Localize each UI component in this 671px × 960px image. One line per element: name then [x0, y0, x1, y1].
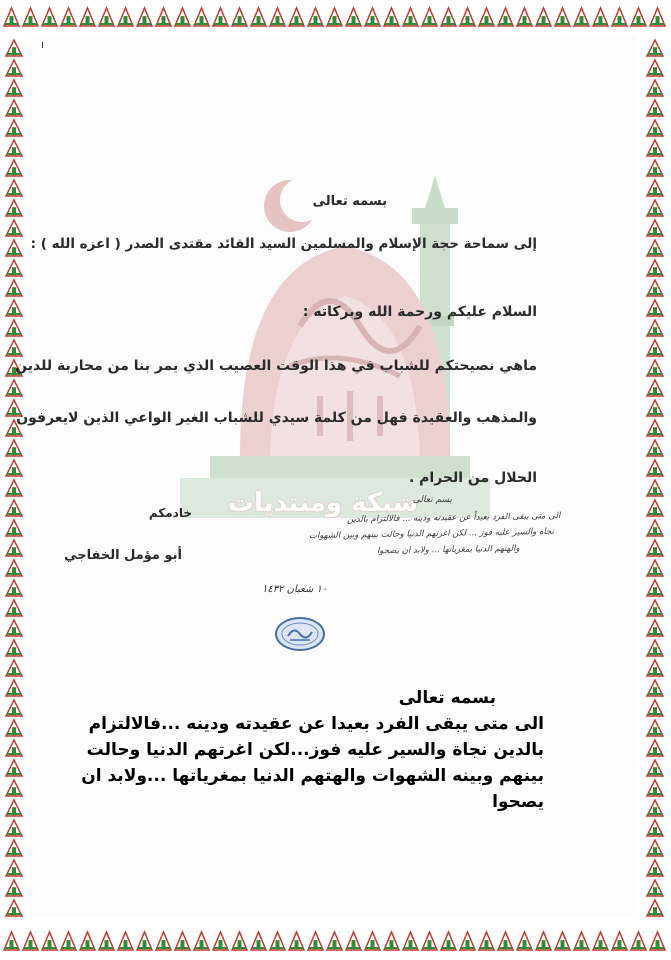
border-motif: [460, 8, 475, 26]
border-motif: [647, 320, 663, 336]
border-motif: [156, 8, 171, 26]
letter-greeting: السلام عليكم ورحمة الله وبركاته :: [302, 304, 537, 320]
border-motif: [403, 932, 418, 950]
border-motif: [213, 932, 228, 950]
border-motif: [6, 460, 22, 476]
border-motif: [647, 360, 663, 376]
border-motif: [327, 932, 342, 950]
border-motif: [647, 640, 663, 656]
border-motif: [194, 932, 209, 950]
border-motif: [346, 932, 361, 950]
border-motif: [517, 8, 532, 26]
border-motif: [650, 932, 665, 950]
border-motif: [6, 380, 22, 396]
border-motif: [555, 932, 570, 950]
border-motif: [6, 260, 22, 276]
border-motif: [647, 60, 663, 76]
border-motif: [6, 700, 22, 716]
border-motif: [6, 640, 22, 656]
decorative-border-bottom: [0, 918, 671, 960]
border-motif: [647, 700, 663, 716]
border-motif: [574, 8, 589, 26]
border-motif: [647, 140, 663, 156]
border-motif: [23, 932, 38, 950]
signature-name: أبو مؤمل الخفاجي: [64, 548, 182, 563]
border-motif: [647, 200, 663, 216]
signature-title: خادمكم: [148, 506, 192, 520]
border-motif: [270, 932, 285, 950]
border-motif: [647, 460, 663, 476]
border-motif: [6, 880, 22, 896]
border-motif: [647, 780, 663, 796]
border-motif: [175, 8, 190, 26]
border-motif: [647, 660, 663, 676]
border-motif: [498, 932, 513, 950]
border-motif: [422, 8, 437, 26]
border-motif: [4, 932, 19, 950]
border-motif: [6, 180, 22, 196]
border-motif: [612, 8, 627, 26]
border-motif: [6, 900, 22, 916]
border-motif: [6, 320, 22, 336]
letter-question-line: ماهي نصيحتكم للشباب في هذا الوقت العصيب الذي يمر بنا من محاربة للدين: [15, 358, 537, 374]
border-motif: [593, 8, 608, 26]
border-motif: [6, 820, 22, 836]
border-motif: [251, 932, 266, 950]
border-motif: [647, 300, 663, 316]
border-motif: [647, 400, 663, 416]
border-motif: [232, 8, 247, 26]
letter-basmala: بسمه تعالى: [312, 194, 387, 209]
border-motif: [647, 380, 663, 396]
border-motif: [6, 280, 22, 296]
border-motif: [647, 900, 663, 916]
border-motif: [289, 8, 304, 26]
border-motif: [647, 760, 663, 776]
border-motif: [6, 560, 22, 576]
border-motif: [498, 8, 513, 26]
border-motif: [6, 740, 22, 756]
border-motif: [6, 580, 22, 596]
typed-reply-line: الى متى يبقى الفرد بعيدا عن عقيدته ودينه ...فالالتزام: [88, 714, 544, 734]
border-motif: [631, 8, 646, 26]
border-motif: [647, 220, 663, 236]
border-motif: [6, 60, 22, 76]
office-stamp: [274, 616, 326, 652]
border-motif: [574, 932, 589, 950]
border-motif: [647, 820, 663, 836]
border-motif: [647, 280, 663, 296]
border-motif: [23, 8, 38, 26]
decorative-border-left: [0, 36, 30, 918]
letter-page: [15, 36, 637, 918]
border-motif: [289, 932, 304, 950]
border-motif: [647, 620, 663, 636]
border-motif: [6, 160, 22, 176]
border-motif: [647, 540, 663, 556]
border-motif: [6, 860, 22, 876]
handwritten-basmala: بسم تعالى: [412, 495, 452, 505]
border-motif: [80, 932, 95, 950]
typed-reply-line: بسمه تعالى: [398, 688, 496, 708]
border-motif: [536, 8, 551, 26]
border-motif: [647, 880, 663, 896]
border-motif: [384, 932, 399, 950]
border-motif: [308, 8, 323, 26]
border-motif: [647, 800, 663, 816]
border-motif: [647, 600, 663, 616]
border-motif: [346, 8, 361, 26]
border-motif: [647, 120, 663, 136]
border-motif: [384, 8, 399, 26]
border-motif: [647, 240, 663, 256]
border-motif: [647, 80, 663, 96]
border-motif: [536, 932, 551, 950]
border-motif: [156, 932, 171, 950]
border-motif: [479, 932, 494, 950]
typed-reply-line: بينهم وبينه الشهوات والهتهم الدنيا بمغرياتها ...ولابد ان: [81, 766, 544, 786]
border-motif: [6, 220, 22, 236]
border-motif: [6, 120, 22, 136]
handwritten-date: ١٠ شعبان ١٤٣٢: [262, 584, 328, 595]
border-motif: [441, 932, 456, 950]
border-motif: [308, 932, 323, 950]
border-motif: [61, 8, 76, 26]
border-motif: [99, 932, 114, 950]
border-motif: [647, 520, 663, 536]
border-motif: [42, 932, 57, 950]
border-motif: [441, 8, 456, 26]
border-motif: [365, 932, 380, 950]
border-motif: [6, 620, 22, 636]
border-motif: [118, 932, 133, 950]
border-motif: [175, 932, 190, 950]
typed-reply-line: يصحوا: [492, 792, 544, 812]
border-motif: [647, 40, 663, 56]
border-motif: [6, 80, 22, 96]
decorative-border-top: [0, 0, 671, 36]
border-motif: [647, 500, 663, 516]
border-motif: [6, 600, 22, 616]
border-motif: [479, 8, 494, 26]
border-motif: [6, 680, 22, 696]
border-motif: [194, 8, 209, 26]
border-motif: [647, 340, 663, 356]
border-motif: [647, 720, 663, 736]
border-motif: [647, 160, 663, 176]
border-motif: [4, 8, 19, 26]
border-motif: [631, 932, 646, 950]
border-motif: [213, 8, 228, 26]
border-motif: [6, 240, 22, 256]
border-motif: [6, 540, 22, 556]
border-motif: [6, 140, 22, 156]
border-motif: [99, 8, 114, 26]
border-motif: [647, 480, 663, 496]
border-motif: [6, 200, 22, 216]
border-motif: [80, 8, 95, 26]
letter-address: إلى سماحة حجة الإسلام والمسلمين السيد القائد مقتدى الصدر ( اعزه الله ) :: [30, 236, 537, 252]
border-motif: [6, 340, 22, 356]
border-motif: [647, 100, 663, 116]
border-motif: [6, 40, 22, 56]
border-motif: [137, 8, 152, 26]
margin-mark: [42, 42, 43, 48]
border-motif: [6, 660, 22, 676]
border-motif: [137, 932, 152, 950]
border-motif: [647, 580, 663, 596]
border-motif: [6, 840, 22, 856]
border-motif: [251, 8, 266, 26]
border-motif: [647, 180, 663, 196]
border-motif: [647, 420, 663, 436]
border-motif: [647, 860, 663, 876]
letter-question-line: الحلال من الحرام .: [408, 470, 537, 486]
border-motif: [42, 8, 57, 26]
border-motif: [403, 8, 418, 26]
border-motif: [6, 760, 22, 776]
border-motif: [647, 560, 663, 576]
border-motif: [6, 520, 22, 536]
border-motif: [232, 932, 247, 950]
border-motif: [6, 720, 22, 736]
border-motif: [118, 8, 133, 26]
border-motif: [647, 680, 663, 696]
border-motif: [422, 932, 437, 950]
border-motif: [647, 260, 663, 276]
border-motif: [647, 740, 663, 756]
border-motif: [647, 440, 663, 456]
border-motif: [327, 8, 342, 26]
border-motif: [612, 932, 627, 950]
border-motif: [517, 932, 532, 950]
watermark-text: شبكة ومنتديات: [227, 488, 419, 518]
border-motif: [6, 500, 22, 516]
border-motif: [6, 480, 22, 496]
border-motif: [6, 780, 22, 796]
decorative-border-right: [637, 36, 671, 918]
border-motif: [365, 8, 380, 26]
border-motif: [593, 932, 608, 950]
border-motif: [6, 100, 22, 116]
border-motif: [650, 8, 665, 26]
border-motif: [460, 932, 475, 950]
border-motif: [270, 8, 285, 26]
border-motif: [6, 300, 22, 316]
border-motif: [555, 8, 570, 26]
border-motif: [61, 932, 76, 950]
handwritten-line: والهتهم الدنيا بمغرياتها ... ولابد ان يصحوا: [377, 543, 521, 557]
border-motif: [6, 440, 22, 456]
border-motif: [6, 800, 22, 816]
handwritten-line: الى متى يبقى الفرد بعيداً عن عقيدته ودينه ... فالالتزام بالدين: [346, 511, 561, 525]
typed-reply-line: بالدين نجاة والسير عليه فوز...لكن اغرتهم الدنيا وحالت: [86, 740, 544, 760]
border-motif: [647, 840, 663, 856]
handwritten-line: نجاة والسير عليه فوز ... لكن اغرتهم الدنيا وحالت بينهم وبين الشهوات: [308, 526, 555, 542]
letter-question-line: والمذهب والعقيدة فهل من كلمة سيدي للشباب الغير الواعي الذين لايعرفون: [16, 410, 537, 426]
